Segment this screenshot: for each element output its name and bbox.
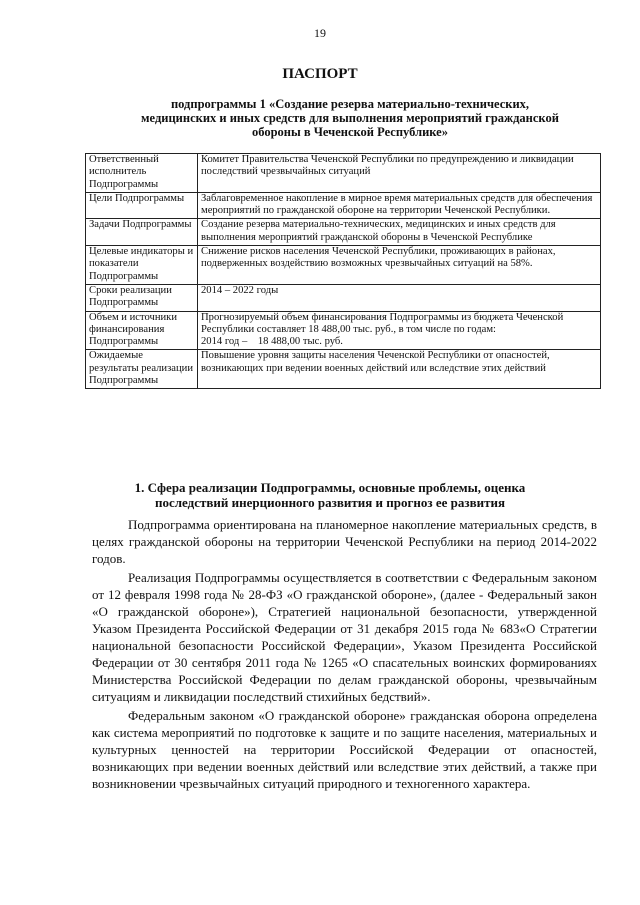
- row-label: Сроки реализации Подпрограммы: [86, 284, 198, 311]
- paragraph: Реализация Подпрограммы осуществляется в соответствии с Федеральным законом от 12 февраля 1998 года № 28-ФЗ «О гражданской обороне», (далее - Федеральный закон «О гражданской обороне»), Стратегией национальной безопасности, утвержденной Указом Президента Российской Федерации от 31 декабря 2015 года № 683«О Стратегии национальной безопасности Российской Федерации», Указом Президента Российской Федерации от 30 сентября 2011 года № 1265 «О спасательных воинских формированиях Министерства Российской Федерации по делам гражданской обороны, чрезвычайным ситуациям и ликвидации последствий стихийных бедствий».: [92, 570, 597, 704]
- table-row: [86, 154, 601, 193]
- table-row: [86, 246, 601, 285]
- table-row: [86, 219, 601, 246]
- row-label: Объем и источники финансирования Подпрограммы: [86, 311, 198, 350]
- row-label: Задачи Подпрограммы: [86, 219, 198, 246]
- row-value: Повышение уровня защиты населения Чеченской Республики от опасностей, возникающих при ведении военных действий или вследствие этих действий: [198, 350, 601, 389]
- funding-text: Прогнозируемый объем финансирования Подпрограммы из бюджета Чеченской Республики составляет 18 488,00 тыс. руб., в том числе по годам:: [201, 311, 564, 335]
- paragraph: Федеральным законом «О гражданской обороне» гражданская оборона определена как система мероприятий по подготовке к защите и по защите населения, материальных и культурных ценностей на территории Российской Федерации от опасностей, возникающих при ведении военных действий или вследствие этих действий, а также при возникновении чрезвычайных ситуаций природного и техногенного характера.: [92, 708, 597, 791]
- row-label: Ожидаемые результаты реализации Подпрограммы: [86, 350, 198, 389]
- passport-subtitle: подпрограммы 1 «Создание резерва материально-технических, медицинских и иных средств для выполнения мероприятий гражданской обороны в Чеченской Республике»: [141, 97, 559, 139]
- row-label: Ответственный исполнитель Подпрограммы: [86, 154, 198, 193]
- page-number: 19: [314, 26, 326, 40]
- row-value: Комитет Правительства Чеченской Республики по предупреждению и ликвидации последствий чрезвычайных ситуаций: [198, 154, 601, 193]
- row-value: Заблаговременное накопление в мирное время материальных средств для обеспечения мероприятий по гражданской обороне на территории Чеченской Республики.: [198, 192, 601, 219]
- row-value: Создание резерва материально-технических, медицинских и иных средств для выполнения мероприятий гражданской обороны в Чеченской Республике: [198, 219, 601, 246]
- row-value: [198, 311, 601, 350]
- row-value: Снижение рисков населения Чеченской Республики, проживающих в районах, подверженных воздействию возможных чрезвычайных ситуаций на 58%.: [198, 246, 601, 285]
- paragraph: Подпрограмма ориентирована на планомерное накопление материальных средств, в целях гражданской обороны на территории Чеченской Республики на период 2014-2022 годов.: [92, 517, 597, 566]
- row-value: 2014 – 2022 годы: [198, 284, 601, 311]
- row-label: Цели Подпрограммы: [86, 192, 198, 219]
- table-row: [86, 350, 601, 389]
- table-row: [86, 284, 601, 311]
- row-label: Целевые индикаторы и показатели Подпрограммы: [86, 246, 198, 285]
- passport-title: ПАСПОРТ: [282, 66, 358, 82]
- table-row: [86, 311, 601, 350]
- passport-table: [85, 153, 601, 389]
- section-heading: 1. Сфера реализации Подпрограммы, основные проблемы, оценка последствий инерционного развития и прогноз ее развития: [134, 480, 526, 510]
- table-row: [86, 192, 601, 219]
- section-body: [92, 516, 597, 794]
- funding-by-year: 2014 год – 18 488,00 тыс. руб.: [201, 336, 343, 348]
